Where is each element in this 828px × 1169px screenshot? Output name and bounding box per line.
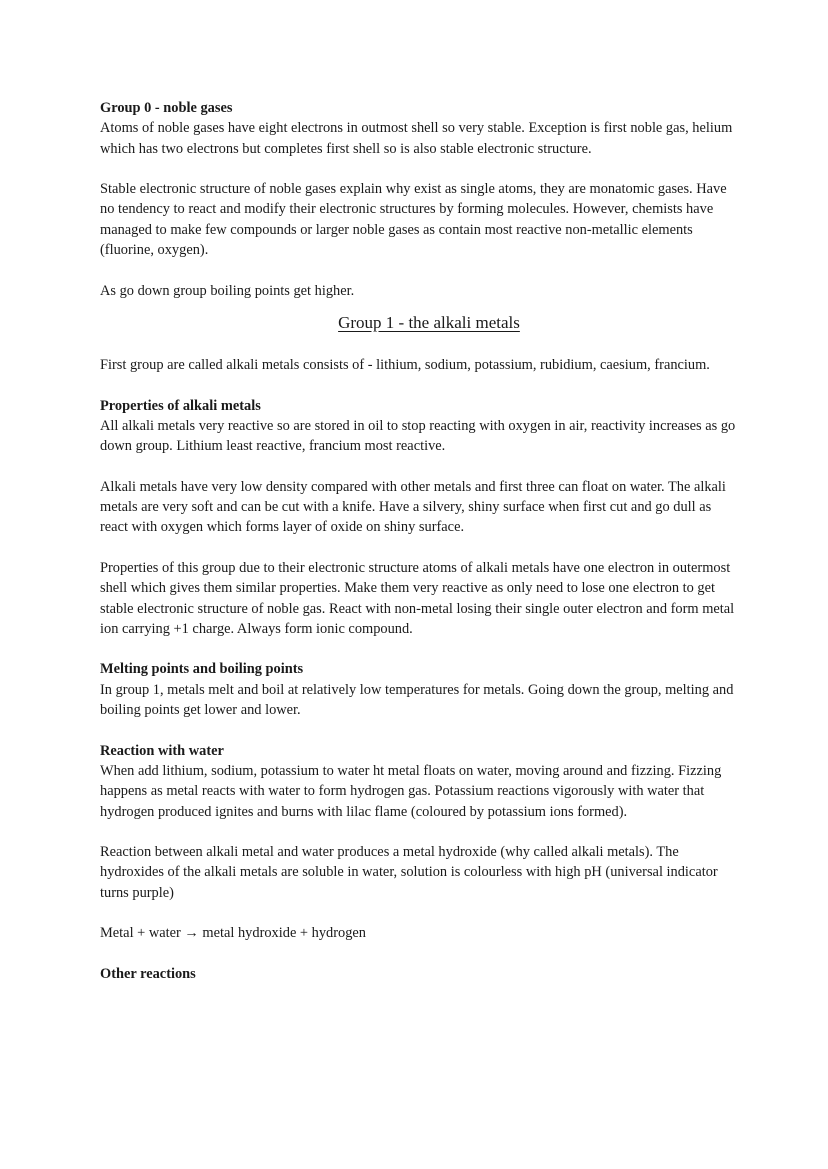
properties-heading: Properties of alkali metals	[100, 397, 261, 414]
water-equation: Metal + water → metal hydroxide + hydrogen	[100, 925, 366, 942]
noble-gases-paragraph-3: As go down group boiling points get higher.	[100, 282, 355, 299]
spacer	[100, 903, 740, 923]
other-reactions-heading: Other reactions	[100, 965, 196, 982]
water-heading: Reaction with water	[100, 742, 224, 759]
noble-gases-paragraph-1: Atoms of noble gases have eight electrons in outmost shell so very stable. Exception is first noble gas, helium which has two electrons but completes first shell so is also stable electronic structure.	[100, 120, 733, 157]
spacer	[100, 944, 740, 964]
spacer	[100, 720, 740, 740]
water-paragraph-1: When add lithium, sodium, potassium to water ht metal floats on water, moving around and fizzing. Fizzing happens as metal reacts with water to form hydrogen gas. Potassium reactions vigorously with water that hydrogen produced ignites and burns with lilac flame (coloured by potassium ions formed).	[100, 762, 722, 820]
spacer	[100, 639, 740, 659]
properties-paragraph-1: All alkali metals very reactive so are stored in oil to stop reacting with oxygen in air, reactivity increases as go down group. Lithium least reactive, francium most reactive.	[100, 417, 736, 455]
alkali-metals-intro: First group are called alkali metals consists of - lithium, sodium, potassium, rubidium, caesium, francium.	[100, 356, 710, 373]
noble-gases-paragraph-2: Stable electronic structure of noble gases explain why exist as single atoms, they are monatomic gases. Have no tendency to react and modify their electronic structures by forming molecules. However, chemists have managed to make few compounds or larger noble gases as contain most reactive non-metallic elements (fluorine, oxygen).	[100, 181, 727, 259]
spacer	[100, 456, 740, 476]
properties-paragraph-2: Alkali metals have very low density compared with other metals and first three can float on water. The alkali metals are very soft and can be cut with a knife. Have a silvery, shiny surface when first cut and go dull as react with oxygen which forms layer of oxide on shiny surface.	[100, 478, 726, 536]
spacer	[100, 822, 740, 842]
water-paragraph-2: Reaction between alkali metal and water produces a metal hydroxide (why called alkali metals). The hydroxides of the alkali metals are soluble in water, solution is colourless with high pH (universal indicator turns purple)	[100, 844, 718, 901]
spacer	[100, 260, 740, 280]
melting-heading: Melting points and boiling points	[100, 661, 304, 678]
alkali-metals-title: Group 1 - the alkali metals	[338, 312, 520, 332]
noble-gases-heading: Group 0 - noble gases	[100, 100, 233, 116]
melting-paragraph-1: In group 1, metals melt and boil at relatively low temperatures for metals. Going down the group, melting and boiling points get lower and lower.	[100, 681, 734, 719]
spacer	[100, 538, 740, 558]
spacer	[100, 159, 740, 179]
document-page	[100, 98, 740, 984]
spacer	[100, 375, 740, 395]
properties-paragraph-3: Properties of this group due to their electronic structure atoms of alkali metals have one electron in outermost shell which gives them similar properties. Make them very reactive as only need to lose one electron to get stable electronic structure of noble gas. React with non-metal losing their single outer electron and form metal ion carrying +1 charge. Always form ionic compound.	[100, 559, 735, 637]
